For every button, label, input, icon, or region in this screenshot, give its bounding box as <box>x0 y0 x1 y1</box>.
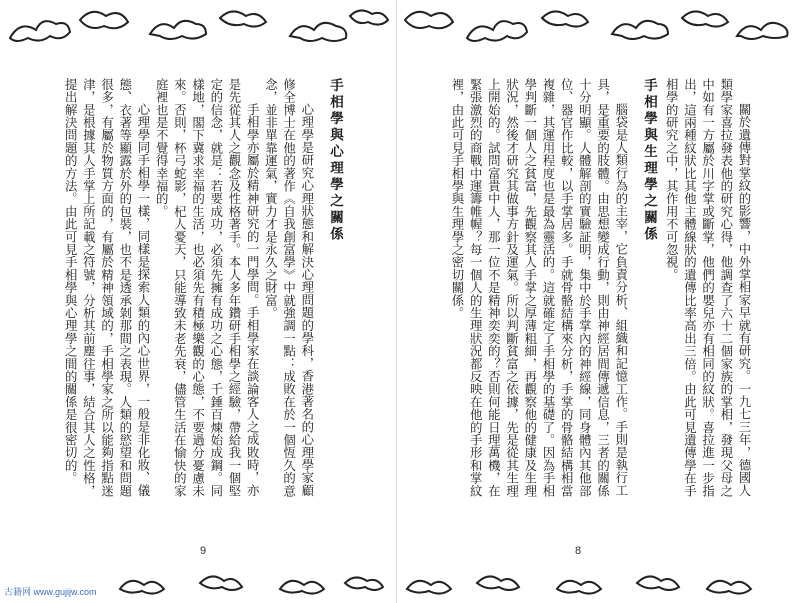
right-page-text <box>425 78 753 498</box>
cloud-border-top-left <box>0 0 396 60</box>
page-number-right: 8 <box>575 545 582 557</box>
section-heading-physiology: 手相學與生理學之關係 <box>640 78 657 243</box>
cloud-border-top-right <box>397 0 793 60</box>
right-page <box>397 0 793 603</box>
left-page-text <box>58 78 348 498</box>
right-paragraph-physiology: 腦袋是人類行為的主宰，它負責分析、組織和記憶工作。手則是執行工具，是重要的肢體。由思想變成行動，則由神經居間傳遞信息，三者的關係十分明顯。人體解剖的實驗証明，集中於手掌內的神經線，同身體內其他部位、器官作比較，以手掌居多。手就骨骼結構來分析，手掌的骨骼結構相當複雜，其運用程度也是最為靈活的。這就確定了手相學的基礎了。因為手相學判斷一個人之貧富，先觀察其人手掌之厚薄粗細，再觀察他的健康及生理狀況，然後才研究其做事方針及運氣。所以判斷貧富之依據，先是從其生理上開始的。試問富貴中人，那一位不是精神奕奕的？否則何能日理萬機，在緊張激烈的商戰中運籌帷幄？每一個人的生理狀況都反映在他的手形和掌紋裡，由此可見手相學與生理學之密切關係。 <box>449 78 629 498</box>
page-number-left: 9 <box>200 545 207 557</box>
left-paragraph-3: 心理學同手相學一樣，同樣是探索人類的內心世界，一般是非化妝、儀態、衣著等顯露於外的包裝，也不是透承剝那間之表現。人類的慾望和問題很多，有屬於物質方面的，有屬於精神領域的，手相學家之所以能夠指點迷津，是根據其人手掌上所記載之符號，分析其前塵往事，結合其人之性格，提出解決問題的方法。由此可見手相學與心理學之間的關係是很密切的。 <box>63 78 151 498</box>
left-paragraph-2: 手相學亦屬於精神研究的一門學問。手相學家在談論客人之成敗時，亦是先從其人之觀念及性格著手。本人多年鑽研手相學之經驗，帶給我一個堅定的信念，就是：若要成功，必須先擁有成功之心態，千錘百煉始成鋼。同樣地，閣下冀求幸福的生活，也必須先有積極樂觀的心態，不要過分憂慮未來。否則，杯弓蛇影，杞人憂天，只能導致未老先衰，儘管生活在愉快的家庭裡也是不覺得幸福的。 <box>154 78 261 498</box>
left-paragraph-1: 心理學是研究心理狀態和解決心理問題的學科，香港著名的心理學家顧修全博士在他的著作《自我創富學》中就強調一點：成敗在於一個恆久的意念，並非單靠運氣，實力才是永久之財富。 <box>263 78 315 498</box>
cloud-border-bottom-right <box>397 565 793 603</box>
right-paragraph-heredity: 關於遺傳對掌紋的影響，中外掌相家早就有研究。一九七三年，德國人類學家喜拉發表他的研究心得，他調查了六十二個家族的掌相，發現父母之中如有一方屬於川字掌或斷掌，他們的嬰兒亦有相同的紋狀。喜拉進一步指出，這兩種紋狀比其他主體線狀的遺傳比率高出三倍。由此可見遺傳學在手相學的研究之中，其作用不可忽視。 <box>664 78 752 498</box>
watermark: 古籍网 www.gujijw.com <box>4 587 97 597</box>
section-heading-psychology: 手相學與心理學之關係 <box>327 78 343 243</box>
